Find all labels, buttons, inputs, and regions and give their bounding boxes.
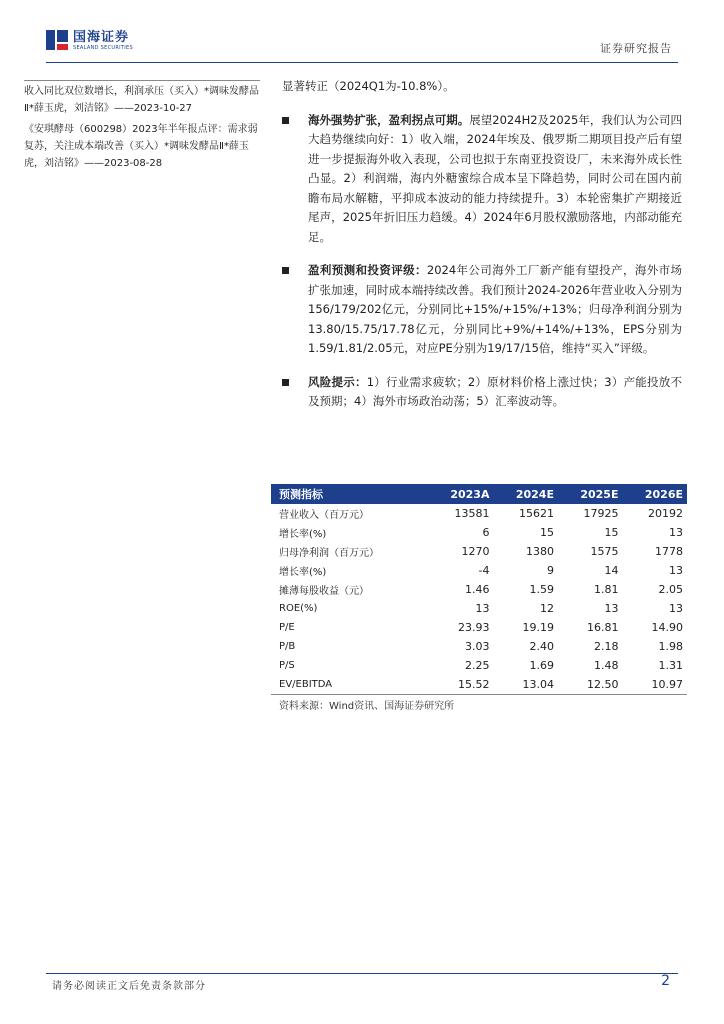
bullet-square-icon <box>282 117 289 124</box>
report-type: 证券研究报告 <box>600 42 672 55</box>
table-cell: 1575 <box>590 545 619 558</box>
table-cell: 2.18 <box>593 640 619 653</box>
related-reports <box>24 75 264 176</box>
table-cell: 14.90 <box>651 621 683 634</box>
column-header: 2023A <box>428 484 494 504</box>
table-cell: 1.59 <box>529 583 554 596</box>
bullet-text: 1）行业需求疲软；2）原材料价格上涨过快；3）产能投放不及预期；4）海外市场政治动荡；5）汇率波动等。 <box>308 374 683 408</box>
bullet-earnings-forecast <box>282 261 682 359</box>
table-row <box>271 580 687 599</box>
column-header: 2024E <box>493 484 558 504</box>
row-label: 摊薄每股收益（元） <box>279 586 369 597</box>
bullet-square-icon <box>282 379 289 386</box>
table-cell: 1.46 <box>464 583 490 596</box>
table-row <box>271 561 687 580</box>
table-cell: 15621 <box>518 507 554 520</box>
table-cell: 12.50 <box>558 675 623 695</box>
page-number: 2 <box>661 973 670 989</box>
table-cell: 20192 <box>648 507 683 520</box>
table-cell: 1.81 <box>593 583 619 596</box>
logo-english-name: SEALAND SECURITIES <box>73 45 133 51</box>
table-cell: 2.25 <box>464 659 490 672</box>
table-cell: 1.31 <box>658 659 683 672</box>
row-label: 营业收入（百万元） <box>279 510 369 521</box>
table-cell: 19.19 <box>522 621 554 634</box>
bullet-text: 2024年公司海外工厂新产能有望投产，海外市场扩张加速，同时成本端持续改善。我们预计2024-2026年营业收入分别为156/179/202亿元，分别同比+15%/+15%/+13%；归母净利润分别为13.80/15.75/17.78亿元，分别同比+9%/+14%/+13%，EPS分别为1.59/1.81/2.05元，对应PE分别为19/17/15倍，维持“买入”评级。 <box>308 263 682 355</box>
row-label: 归母净利润（百万元） <box>279 548 379 559</box>
table-cell: 13581 <box>454 507 490 520</box>
logo-chinese-name: 国海证券 <box>73 30 130 45</box>
table-cell: -4 <box>478 564 490 577</box>
table-cell: 15 <box>604 526 619 539</box>
table-cell: 9 <box>546 564 554 577</box>
bullet-risk-warning <box>282 373 682 412</box>
table-row <box>271 656 687 675</box>
table-cell: 1.98 <box>658 640 683 653</box>
table-row <box>271 504 687 523</box>
table-cell: 1.48 <box>593 659 619 672</box>
footer-divider <box>46 973 678 974</box>
bullet-text: 展望2024H2及2025年，我们认为公司四大趋势继续向好：1）收入端，2024年埃及、俄罗斯二期项目投产后有望进一步提振海外收入表现，公司也拟于东南亚投资设厂，未来海外成长性凸显。2）利润端，海内外糖蜜综合成本呈下降趋势，同时公司在国内前瞻布局水解糖，平抑成本波动的能力持续提升。3）本轮密集扩产期接近尾声，2025年折旧压力趋缓。4）2024年6月股权激励落地，内部动能充足。 <box>308 112 683 244</box>
table-cell: 1.69 <box>529 659 554 672</box>
bullet-square-icon <box>282 267 289 274</box>
main-text <box>282 77 682 412</box>
row-label: P/B <box>279 641 296 652</box>
row-label: ROE(%) <box>279 603 318 614</box>
table-row <box>271 599 687 618</box>
table-cell: 6 <box>482 526 490 539</box>
table-cell: 2.05 <box>658 583 683 596</box>
table-cell: 2.40 <box>529 640 554 653</box>
table-cell: 13 <box>669 526 683 539</box>
intro-paragraph: 显著转正（2024Q1为-10.8%）。 <box>282 79 455 93</box>
table-cell: 3.03 <box>464 640 490 653</box>
table-cell: 10.97 <box>622 675 687 695</box>
table-cell: 1380 <box>525 545 554 558</box>
table-cell: 12 <box>539 602 554 615</box>
table-cell: 15 <box>539 526 554 539</box>
bullet-title: 盈利预测和投资评级： <box>308 263 427 277</box>
table-cell: 13 <box>475 602 490 615</box>
table-row <box>271 637 687 656</box>
table-cell: 16.81 <box>586 621 619 634</box>
bullet-overseas-expansion <box>282 111 682 248</box>
table-cell: 13 <box>669 564 683 577</box>
column-header: 2026E <box>622 484 687 504</box>
table-row <box>271 523 687 542</box>
table-row <box>271 542 687 561</box>
row-label: EV/EBITDA <box>271 675 428 695</box>
footer-disclaimer: 请务必阅读正文后免责条款部分 <box>52 981 206 992</box>
table-cell: 13 <box>669 602 683 615</box>
table-cell: 1270 <box>461 545 490 558</box>
header-divider <box>46 62 678 63</box>
logo-mark-icon <box>46 30 68 50</box>
table-row <box>271 618 687 637</box>
table-source: 资料来源：Wind资讯、国海证券研究所 <box>279 701 455 712</box>
forecast-table <box>271 484 687 695</box>
table-row <box>271 675 687 695</box>
row-label: P/E <box>279 622 295 633</box>
table-cell: 23.93 <box>457 621 490 634</box>
table-cell: 15.52 <box>428 675 494 695</box>
column-header: 2025E <box>558 484 623 504</box>
row-label: 增长率(%) <box>279 529 327 540</box>
company-logo <box>46 30 133 56</box>
bullet-title: 风险提示： <box>308 374 367 389</box>
table-cell: 13 <box>604 602 619 615</box>
bullet-title: 海外强势扩张，盈利拐点可期。 <box>308 112 470 127</box>
table-cell: 1778 <box>655 545 683 558</box>
row-label: 增长率(%) <box>279 567 327 578</box>
related-report-1: 收入同比双位数增长，利润承压（买入）*调味发酵品Ⅱ*薛玉虎，刘洁铭》——2023-10-27 <box>24 86 259 114</box>
column-header: 预测指标 <box>271 484 428 504</box>
table-header-row <box>271 484 687 504</box>
related-report-2: 《安琪酵母（600298）2023年半年报点评：需求弱复苏，关注成本端改善（买入）*调味发酵品Ⅱ*薛玉虎，刘洁铭》——2023-08-28 <box>24 124 258 169</box>
row-label: P/S <box>279 660 295 671</box>
table-cell: 13.04 <box>493 675 558 695</box>
table-cell: 14 <box>604 564 619 577</box>
table-cell: 17925 <box>583 507 619 520</box>
